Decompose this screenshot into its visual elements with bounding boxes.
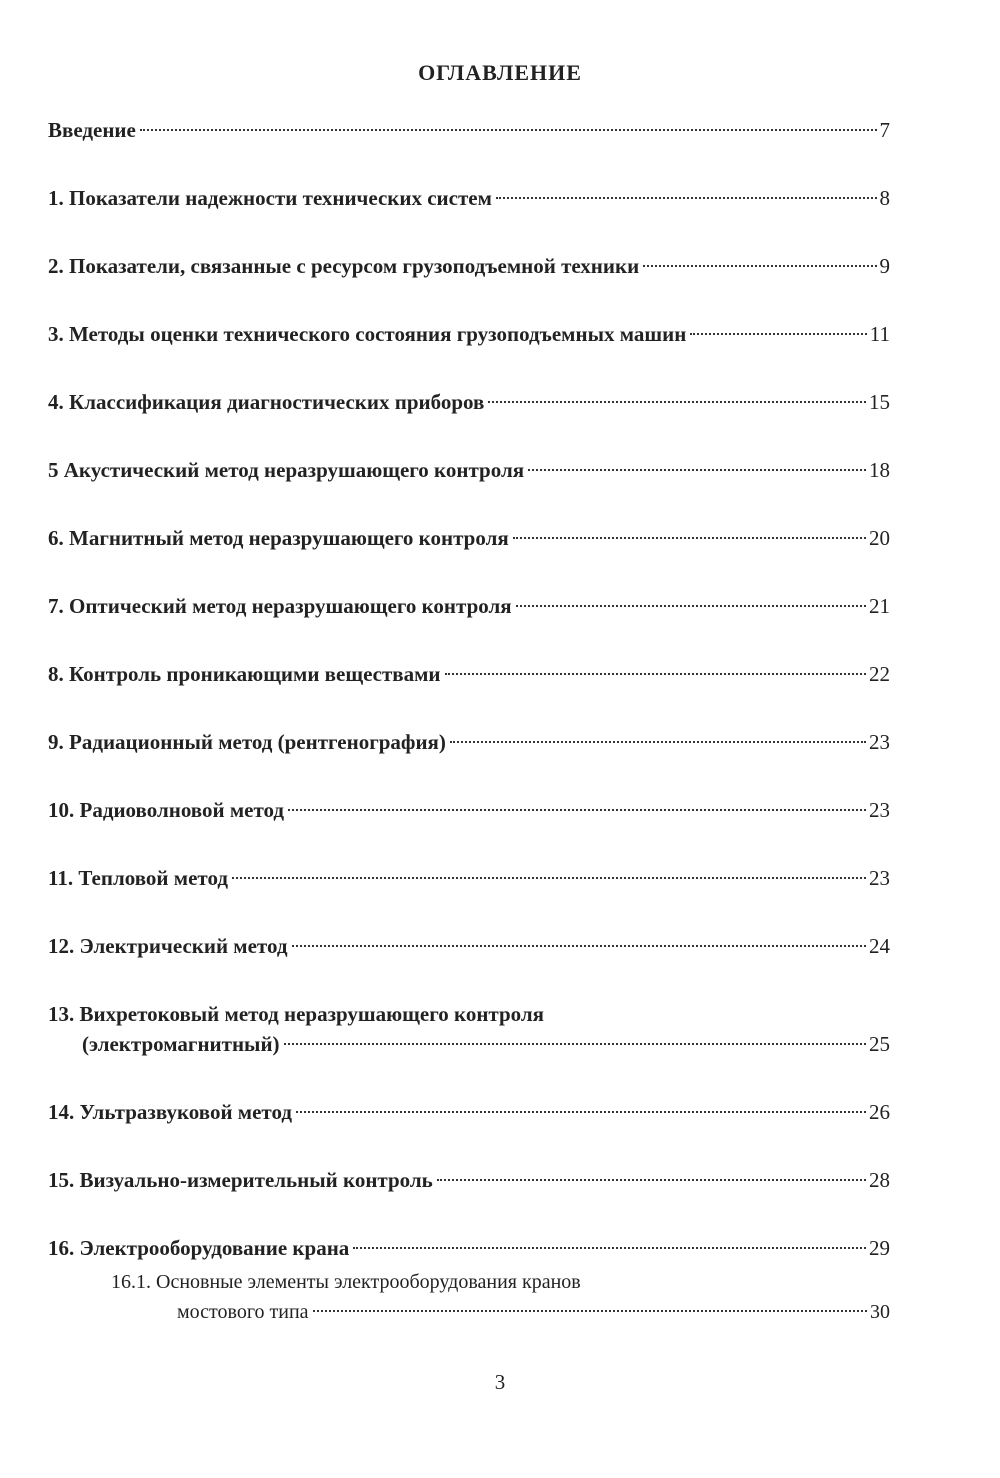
toc-entry-label: 10. Радиоволновой метод xyxy=(48,798,285,822)
dot-leader xyxy=(643,265,876,267)
toc-entry-page: 23 xyxy=(869,798,890,822)
toc-entry-page: 24 xyxy=(869,934,890,958)
dot-leader xyxy=(496,197,877,199)
toc-entry[interactable] xyxy=(48,659,890,689)
toc-entry-page: 25 xyxy=(869,1032,890,1056)
table-of-contents xyxy=(48,115,890,1327)
toc-entry-label: 14. Ультразвуковой метод xyxy=(48,1100,292,1124)
toc-entry[interactable] xyxy=(48,795,890,825)
toc-entry-page: 23 xyxy=(869,866,890,890)
toc-entry[interactable] xyxy=(48,251,890,281)
toc-entry-page: 7 xyxy=(879,118,890,142)
toc-entry-label: 6. Магнитный метод неразрушающего контроля xyxy=(48,526,509,550)
toc-entry-label: 7. Оптический метод неразрушающего контроля xyxy=(48,594,512,618)
toc-entry[interactable] xyxy=(48,115,890,145)
toc-entry[interactable] xyxy=(48,931,890,961)
toc-entry-page: 29 xyxy=(869,1236,890,1260)
dot-leader xyxy=(288,809,866,811)
toc-entry-label: 13. Вихретоковый метод неразрушающего контроля xyxy=(48,1002,545,1026)
toc-entry-label-continued: (электромагнитный) xyxy=(82,1032,280,1056)
toc-entry-label: 15. Визуально-измерительный контроль xyxy=(48,1168,433,1192)
page-number: 3 xyxy=(494,1370,506,1394)
dot-leader xyxy=(313,1310,867,1312)
toc-entry[interactable] xyxy=(48,1165,890,1195)
dot-leader xyxy=(488,401,866,403)
dot-leader xyxy=(450,741,866,743)
toc-entry-label: 2. Показатели, связанные с ресурсом грузоподъемной техники xyxy=(48,254,640,278)
toc-entry-page: 8 xyxy=(879,186,890,210)
toc-entry-label: 4. Классификация диагностических приборов xyxy=(48,390,485,414)
dot-leader xyxy=(437,1179,866,1181)
toc-entry-label: 9. Радиационный метод (рентгенография) xyxy=(48,730,446,754)
toc-entry[interactable] xyxy=(48,455,890,485)
toc-entry-page: 15 xyxy=(869,390,890,414)
toc-entry[interactable] xyxy=(48,183,890,213)
toc-entry[interactable] xyxy=(48,319,890,349)
toc-entry[interactable] xyxy=(48,727,890,757)
page-title: ОГЛАВЛЕНИЕ xyxy=(418,60,582,85)
dot-leader xyxy=(296,1111,866,1113)
dot-leader xyxy=(292,945,867,947)
toc-entry-page: 11 xyxy=(869,322,890,346)
toc-entry-label: Введение xyxy=(48,118,136,142)
toc-entry-label: 12. Электрический метод xyxy=(48,934,288,958)
toc-entry[interactable] xyxy=(48,1097,890,1127)
toc-entry-page: 18 xyxy=(869,458,890,482)
dot-leader xyxy=(353,1247,866,1249)
toc-subentry-page: 30 xyxy=(870,1301,890,1323)
toc-entry-page: 22 xyxy=(869,662,890,686)
toc-entry-page: 26 xyxy=(869,1100,890,1124)
toc-entry-page: 28 xyxy=(869,1168,890,1192)
toc-entry-page: 23 xyxy=(869,730,890,754)
toc-subentry[interactable] xyxy=(48,1267,890,1327)
dot-leader xyxy=(284,1043,866,1045)
toc-entry[interactable] xyxy=(48,591,890,621)
toc-entry-page: 21 xyxy=(869,594,890,618)
toc-entry-label: 11. Тепловой метод xyxy=(48,866,228,890)
toc-entry-label: 3. Методы оценки технического состояния грузоподъемных машин xyxy=(48,322,687,346)
toc-entry-label: 1. Показатели надежности технических систем xyxy=(48,186,492,210)
dot-leader xyxy=(232,877,866,879)
toc-entry-page: 20 xyxy=(869,526,890,550)
toc-subentry-label-continued: мостового типа xyxy=(177,1301,309,1323)
toc-entry[interactable] xyxy=(48,523,890,553)
toc-entry[interactable] xyxy=(48,999,890,1059)
toc-entry-label: 5 Акустический метод неразрушающего контроля xyxy=(48,458,525,482)
dot-leader xyxy=(513,537,866,539)
dot-leader xyxy=(140,129,877,131)
toc-entry-label: 16. Электрооборудование крана xyxy=(48,1236,350,1260)
toc-entry[interactable] xyxy=(48,863,890,893)
dot-leader xyxy=(516,605,866,607)
dot-leader xyxy=(528,469,866,471)
toc-entry-page: 9 xyxy=(879,254,890,278)
toc-entry-label: 8. Контроль проникающими веществами xyxy=(48,662,441,686)
toc-entry[interactable] xyxy=(48,1233,890,1263)
dot-leader xyxy=(445,673,866,675)
toc-subentry-label: 16.1. Основные элементы электрооборудования кранов xyxy=(111,1271,581,1293)
toc-entry[interactable] xyxy=(48,387,890,417)
dot-leader xyxy=(690,333,866,335)
